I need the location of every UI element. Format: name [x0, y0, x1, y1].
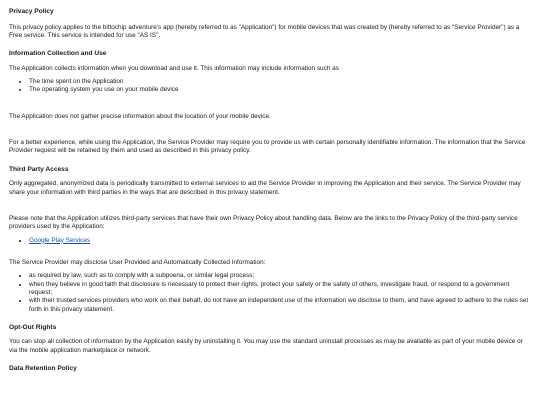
information-collection-lead: The Application collects information when you download and use it. This information may include information such as: [9, 64, 339, 72]
list-item: • The time spent on the Application: [29, 78, 531, 86]
intro-paragraph: This privacy policy applies to the bittochip adventure's app (hereby referred to as "Application") for mobile devices that was created by (hereby referred to as "Service Provider") as a Free service. This service is intended for use "AS IS".: [9, 23, 520, 39]
personal-info-paragraph: For a better experience, while using the Application, the Service Provider may require you to provide us with certain personally identifiable information. The information that the Service Provider request will be retained by them and used as described in this privacy policy.: [9, 139, 526, 155]
list-item: • as required by law, such as to comply with a subpoena, or similar legal process;: [29, 272, 531, 280]
section-heading-data-retention: Data Retention Policy: [9, 365, 77, 373]
section-heading-information-collection: Information Collection and Use: [9, 50, 107, 58]
section-heading-opt-out-rights: Opt-Out Rights: [9, 323, 57, 331]
page-title: Privacy Policy: [9, 8, 54, 15]
list-item: • with their trusted services providers who work on their behalf, do not have an independent use of the information we disclose to them, and have agreed to adhere to the rules set forth in this privacy statement.: [29, 297, 531, 314]
third-party-services-paragraph: Please note that the Application utilizes third-party services that have their own Privacy Policy about handling data. Below are the links to the Privacy Policy of the third-party service providers used by the Application:: [9, 214, 518, 231]
third-party-links-list: [9, 237, 531, 245]
disclosure-paragraph: The Service Provider may disclose User Provided and Automatically Collected Information:: [9, 258, 266, 266]
list-item: [29, 237, 531, 245]
list-item: • The operating system you use on your mobile device: [29, 86, 531, 94]
location-paragraph: The Application does not gather precise information about the location of your mobile device.: [9, 112, 271, 120]
disclosure-list: [9, 272, 531, 314]
collected-info-list: [9, 78, 531, 95]
list-item: • when they believe in good faith that disclosure is necessary to protect their rights, protect your safety or the safety of others, investigate fraud, or respond to a government request;: [29, 281, 531, 298]
section-heading-third-party-access: Third Party Access: [9, 165, 69, 173]
opt-out-paragraph: You can stop all collection of information by the Application easily by uninstalling it. You may use the standard uninstall processes as may be available as part of your mobile device or via the mobile application marketplace or network.: [9, 338, 523, 354]
google-play-services-link[interactable]: Google Play Services: [29, 236, 91, 244]
third-party-paragraph: Only aggregated, anonymized data is periodically transmitted to external services to aid the Service Provider in improving the Application and their service. The Service Provider may share your information with third parties in the ways that are described in this privacy statement.: [9, 180, 521, 196]
